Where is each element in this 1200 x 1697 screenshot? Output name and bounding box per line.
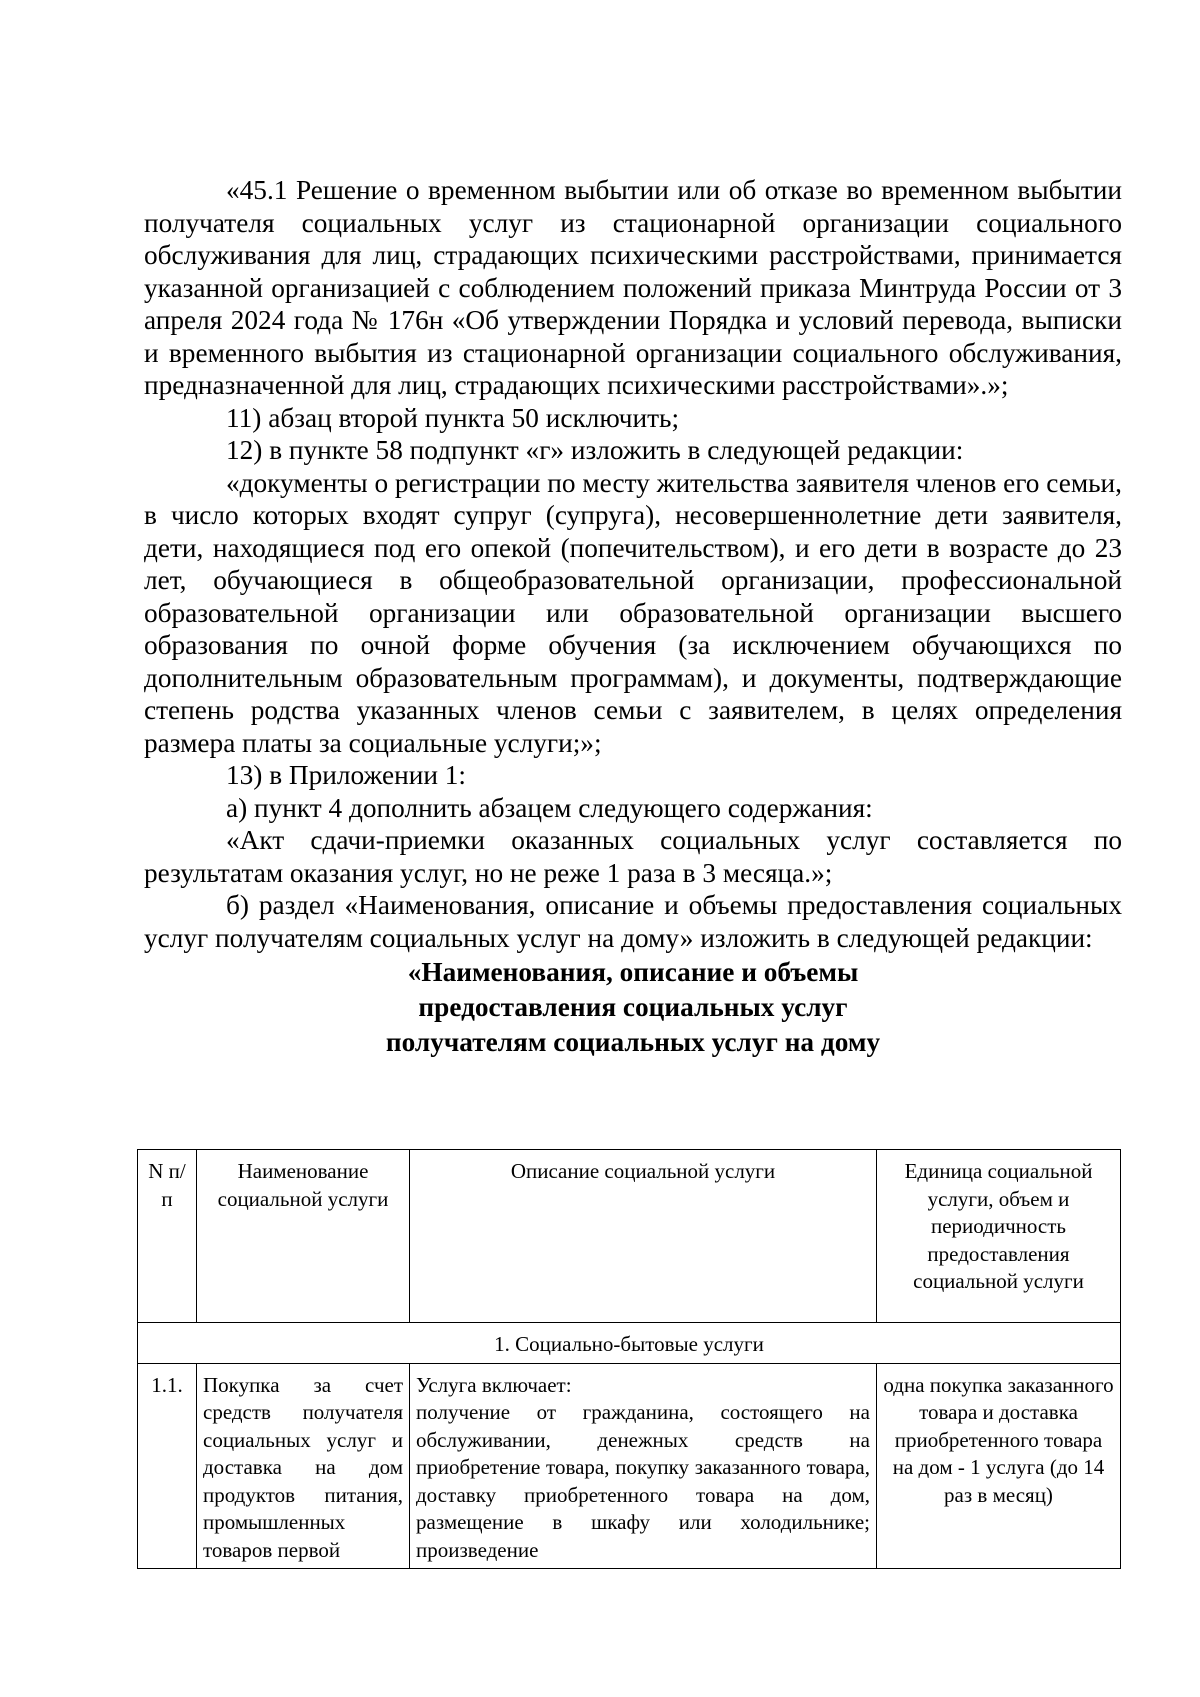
paragraph-item-13b: б) раздел «Наименования, описание и объемы предоставления социальных услуг получателям социальных услуг на дому» изложить в следующей редакции: (144, 890, 1122, 953)
paragraph-documents: «документы о регистрации по месту жительства заявителя членов его семьи, в число которых входят супруг (супруга), несовершеннолетние дети заявителя, дети, находящиеся под его опекой (попечительством), и его дети в возрасте до 23 лет, обучающиеся в общеобразовательной организации, профессиональной образовательной организации или образовательной организации высшего образования по очной форме обучения (за исключением обучающихся по дополнительным образовательным программам), и документы, подтверждающие степень родства указанных членов семьи с заявителем, в целях определения размера платы за социальные услуги;»; (144, 467, 1122, 758)
heading-line-1: «Наименования, описание и объемы (407, 957, 859, 987)
header-name: Наименование социальной услуги (197, 1150, 410, 1323)
header-description: Описание социальной услуги (410, 1150, 877, 1323)
paragraph-item-12: 12) в пункте 58 подпункт «г» изложить в следующей редакции: (226, 435, 964, 465)
section-title: 1. Социально-бытовые услуги (138, 1323, 1121, 1364)
row-description (410, 1363, 877, 1569)
paragraph-act: «Акт сдачи-приемки оказанных социальных услуг составляется по результатам оказания услуг, но не реже 1 раза в 3 месяца.»; (144, 825, 1122, 888)
paragraph-item-11: 11) абзац второй пункта 50 исключить; (226, 402, 680, 433)
paragraph-item-13: 13) в Приложении 1: (226, 760, 466, 790)
services-table (137, 1149, 1121, 1569)
table-row (138, 1363, 1121, 1569)
document-body (144, 174, 1122, 1059)
row-description-text: получение от гражданина, состоящего на обслуживании, денежных средств на приобретение товара, покупку заказанного товара, доставку приобретенного товара на дом, размещение в шкафу или холодильнике; произведение (416, 1400, 870, 1562)
row-description-intro: Услуга включает: (416, 1372, 572, 1397)
heading-line-3: получателям социальных услуг на дому (385, 1027, 881, 1057)
heading-line-2: предоставления социальных услуг (418, 992, 848, 1022)
paragraph-45-1: «45.1 Решение о временном выбытии или об отказе во временном выбытии получателя социальных услуг из стационарной организации социального обслуживания для лиц, страдающих психическими расстройствами, принимается указанной организацией с соблюдением положений приказа Минтруда России от 3 апреля 2024 года № 176н «Об утверждении Порядка и условий перевода, выписки и временного выбытия из стационарной организации социального обслуживания, предназначенной для лиц, страдающих психическими расстройствами».»; (144, 175, 1122, 400)
section-heading (144, 956, 1122, 1059)
header-unit: Единица социальной услуги, объем и периодичность предоставления социальной услуги (877, 1150, 1121, 1323)
paragraph-item-13a: а) пункт 4 дополнить абзацем следующего содержания: (226, 792, 873, 823)
row-name: Покупка за счет средств получателя социальных услуг и доставка на дом продуктов питания, промышленных товаров первой (197, 1363, 410, 1569)
row-unit: одна покупка заказанного товара и доставка приобретенного товара на дом - 1 услуга (до 14 раз в месяц) (877, 1363, 1121, 1569)
table-section-row (138, 1323, 1121, 1364)
row-num: 1.1. (138, 1363, 197, 1569)
table-header-row (138, 1150, 1121, 1323)
header-num: N п/п (138, 1150, 197, 1323)
